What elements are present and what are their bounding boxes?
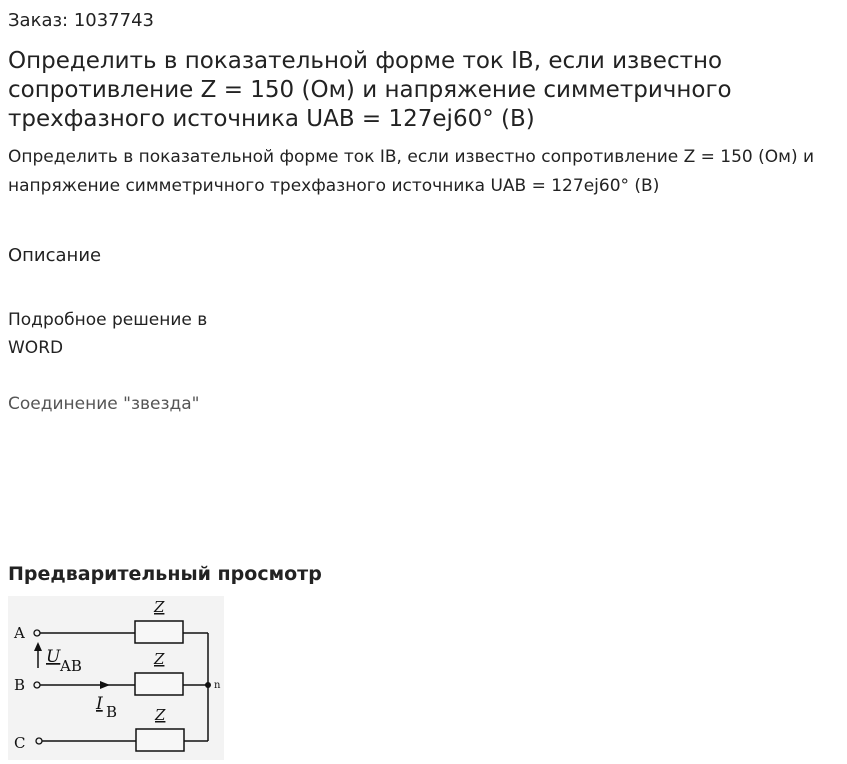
neutral-node <box>205 682 211 688</box>
terminal-a <box>34 630 40 636</box>
impedance-c <box>136 729 184 751</box>
node-b-label: B <box>14 676 26 694</box>
current-label: I <box>96 694 103 714</box>
circuit-diagram <box>8 596 224 760</box>
terminal-c <box>36 738 42 744</box>
circuit-diagram-preview <box>8 596 224 760</box>
current-arrow-head <box>100 681 110 689</box>
solution-format-text: Подробное решение в WORD <box>8 310 208 358</box>
order-number: Заказ: 1037743 <box>8 10 154 31</box>
terminal-b <box>34 682 40 688</box>
voltage-subscript: AB <box>60 657 82 675</box>
node-c-label: C <box>14 734 26 752</box>
voltage-label: U <box>46 647 61 667</box>
impedance-b-label: Z <box>154 650 165 668</box>
page-title: Определить в показательной форме ток IB, если известно сопротивление Z = 150 (Ом) и напряжение симметричного трехфазного источника UAB = 127ej60° (В) <box>8 48 732 132</box>
impedance-b <box>135 673 183 695</box>
description-section-label: Описание <box>8 245 102 266</box>
voltage-arrow-head <box>34 642 42 651</box>
current-subscript: B <box>106 703 118 721</box>
task-description: Определить в показательной форме ток IB, если известно сопротивление Z = 150 (Ом) и напряжение симметричного трехфазного источника UAB = 127ej60° (В) <box>8 147 815 196</box>
impedance-a <box>135 621 183 643</box>
preview-heading: Предварительный просмотр <box>8 563 322 585</box>
node-a-label: A <box>14 624 25 642</box>
neutral-label: n <box>214 680 221 691</box>
connection-type-text: Соединение "звезда" <box>8 394 200 414</box>
impedance-a-label: Z <box>154 598 165 616</box>
impedance-c-label: Z <box>155 706 166 724</box>
